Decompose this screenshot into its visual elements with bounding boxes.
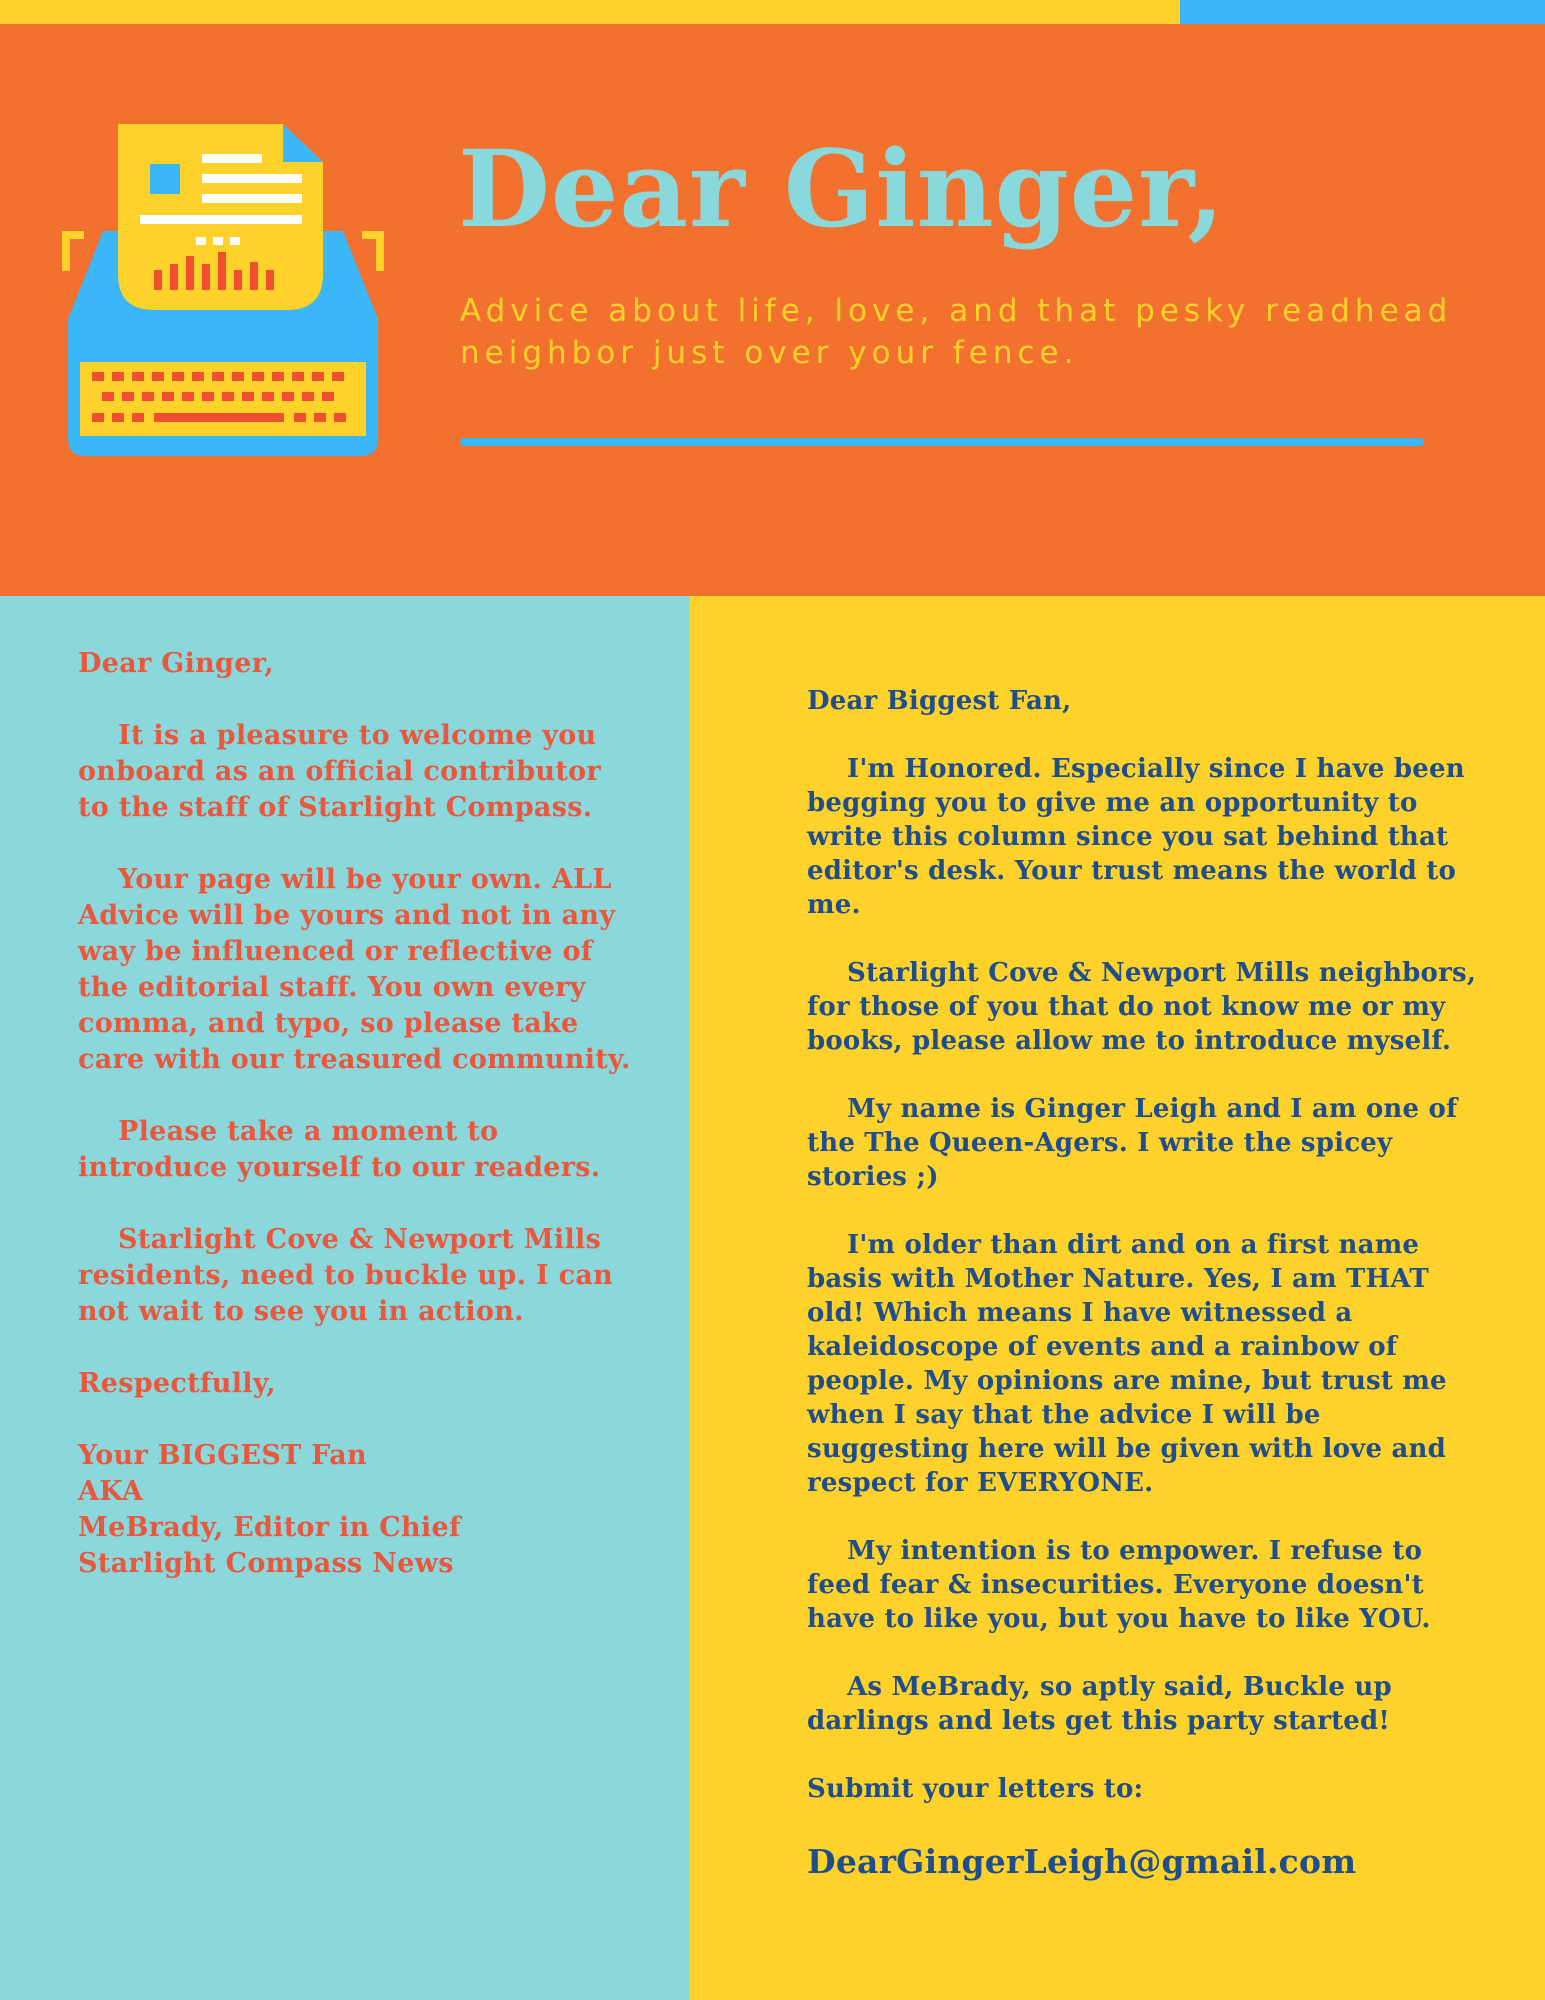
left-column: [0, 596, 690, 2000]
header-divider: [460, 438, 1424, 446]
top-strip-blue: [1180, 0, 1545, 24]
reply-paragraph: I'm Honored. Especially since I have been begging you to give me an opportunity to write this column since you sat behind that editor's desk. Your trust means the world to me.: [807, 754, 1465, 920]
email-address[interactable]: DearGingerLeigh@gmail.com: [807, 1842, 1357, 1881]
reply-paragraph: My name is Ginger Leigh and I am one of the The Queen-Agers. I write the spicey stories ;): [807, 1094, 1458, 1192]
top-color-strip: [0, 0, 1545, 24]
reply-paragraph: My intention is to empower. I refuse to feed fear & insecurities. Everyone doesn't have to like you, but you have to like YOU.: [807, 1536, 1431, 1634]
letter-paragraph: Please take a moment to introduce yourself to our readers.: [78, 1116, 601, 1183]
reply-paragraph: Starlight Cove & Newport Mills neighbors, for those of you that do not know me or my books, please allow me to introduce myself.: [807, 958, 1477, 1056]
letter-paragraph: Starlight Cove & Newport Mills residents, need to buckle up. I can not wait to see you in action.: [78, 1224, 614, 1327]
page-subtitle: Advice about life, love, and that pesky readhead neighbor just over your fence.: [460, 293, 1453, 371]
top-strip-yellow: [0, 0, 1180, 24]
reply-paragraph: I'm older than dirt and on a first name basis with Mother Nature. Yes, I am THAT old! Which means I have witnessed a kaleidoscope of events and a rainbow of people. My opinions are mine, but trust me when I say that the advice I will be suggesting here will be given with love and respect for EVERYONE.: [807, 1230, 1447, 1498]
submit-label: Submit your letters to:: [807, 1774, 1144, 1804]
letter-closing: Respectfully,: [78, 1368, 276, 1399]
page-title: Dear Ginger,: [458, 126, 1226, 251]
right-column: [690, 596, 1545, 2000]
reply-paragraph: As MeBrady, so aptly said, Buckle up darlings and lets get this party started!: [807, 1672, 1392, 1736]
signature-line: Your BIGGEST Fan: [78, 1440, 367, 1471]
letter-paragraph: Your page will be your own. ALL Advice will be yours and not in any way be influenced or reflective of the editorial staff. You own every comma, and typo, so please take care with our treasured community.: [78, 864, 631, 1075]
letter-signature: [78, 1438, 638, 1582]
signature-line: AKA: [78, 1476, 144, 1507]
signature-line: Starlight Compass News: [78, 1548, 454, 1579]
letter-salutation: Dear Ginger,: [78, 648, 274, 679]
editor-letter: [78, 646, 638, 1582]
letter-paragraph: It is a pleasure to welcome you onboard as an official contributor to the staff of Starlight Compass.: [78, 720, 601, 823]
typewriter-icon: [58, 124, 388, 459]
signature-line: MeBrady, Editor in Chief: [78, 1512, 461, 1543]
ginger-reply-letter: [807, 684, 1487, 1918]
reply-salutation: Dear Biggest Fan,: [807, 686, 1072, 716]
